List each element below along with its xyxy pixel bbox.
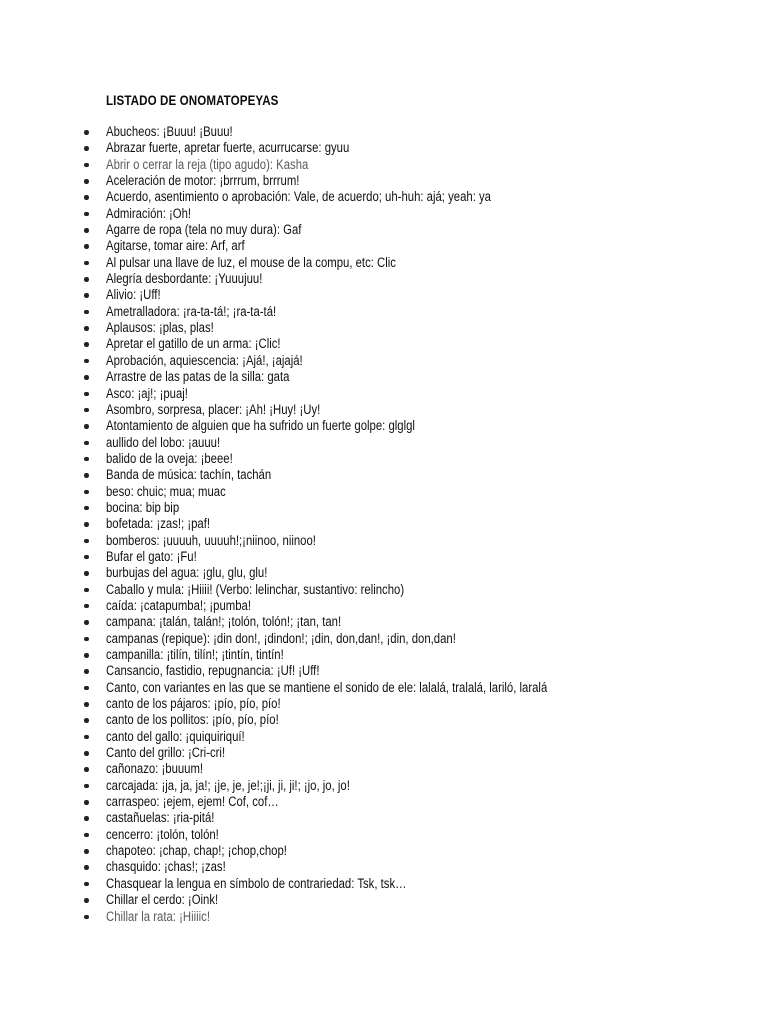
bullet-icon [84, 555, 89, 560]
bullet-icon [84, 571, 89, 576]
bullet-icon [84, 898, 89, 903]
list-item-text: Abrazar fuerte, apretar fuerte, acurrucarse: gyuu [106, 140, 350, 156]
bullet-icon [84, 653, 89, 658]
bullet-icon [84, 849, 89, 854]
bullet-icon [84, 735, 89, 740]
bullet-icon [84, 686, 89, 691]
list-item-text: canto del gallo: ¡quiquiriquí! [106, 728, 245, 744]
bullet-icon [84, 375, 89, 380]
list-item-text: campana: ¡talán, talán!; ¡tolón, tolón!; ¡tan, tan! [106, 614, 342, 630]
bullet-icon [84, 392, 89, 397]
list-item-text: bomberos: ¡uuuuh, uuuuh!;¡niinoo, niinoo! [106, 532, 316, 548]
list-item-text: chapoteo: ¡chap, chap!; ¡chop,chop! [106, 843, 287, 859]
bullet-icon [84, 473, 89, 478]
bullet-icon [84, 800, 89, 805]
list-item-text: Agarre de ropa (tela no muy dura): Gaf [106, 222, 302, 238]
list-item-text: Atontamiento de alguien que ha sufrido un fuerte golpe: glglgl [106, 418, 415, 434]
bullet-icon [84, 163, 89, 168]
list-item-text: caída: ¡catapumba!; ¡pumba! [106, 597, 251, 613]
bullet-icon [84, 718, 89, 723]
list-item-text: canto de los pájaros: ¡pío, pío, pío! [106, 696, 281, 712]
bullet-icon [84, 179, 89, 184]
list-item-text: Al pulsar una llave de luz, el mouse de la compu, etc: Clic [106, 254, 396, 270]
bullet-icon [84, 424, 89, 429]
bullet-icon [84, 767, 89, 772]
bullet-icon [84, 146, 89, 151]
bullet-icon [84, 293, 89, 298]
list-item-text: Apretar el gatillo de un arma: ¡Clic! [106, 336, 281, 352]
list-item-text: beso: chuic; mua; muac [106, 483, 226, 499]
list-item-text: Banda de música: tachín, tachán [106, 467, 272, 483]
list-item-text: Asombro, sorpresa, placer: ¡Ah! ¡Huy! ¡Uy! [106, 401, 321, 417]
bullet-icon [84, 816, 89, 821]
bullet-icon [84, 195, 89, 200]
bullet-icon [84, 130, 89, 135]
list-item-text: Canto del grillo: ¡Cri-cri! [106, 745, 226, 761]
list-item-text: Asco: ¡aj!; ¡puaj! [106, 385, 188, 401]
bullet-icon [84, 751, 89, 756]
bullet-icon [84, 244, 89, 249]
bullet-icon [84, 326, 89, 331]
bullet-icon [84, 359, 89, 364]
list-item-text: cencerro: ¡tolón, tolón! [106, 826, 219, 842]
bullet-icon [84, 882, 89, 887]
list-item-text: cañonazo: ¡buuum! [106, 761, 204, 777]
list-item-text: Cansancio, fastidio, repugnancia: ¡Uf! ¡Uff! [106, 663, 320, 679]
bullet-icon [84, 277, 89, 282]
bullet-icon [84, 310, 89, 315]
list-item-text: bofetada: ¡zas!; ¡paf! [106, 516, 211, 532]
list-item-text: aullido del lobo: ¡auuu! [106, 434, 221, 450]
bullet-icon [84, 228, 89, 233]
bullet-icon [84, 539, 89, 544]
list-item-text: Agitarse, tomar aire: Arf, arf [106, 238, 245, 254]
list-item-text: canto de los pollitos: ¡pío, pío, pío! [106, 712, 279, 728]
list-item-text: carcajada: ¡ja, ja, ja!; ¡je, je, je!;¡ji, ji, ji!; ¡jo, jo, jo! [106, 777, 350, 793]
list-item-text: Aprobación, aquiescencia: ¡Ajá!, ¡ajajá! [106, 352, 303, 368]
list-item-text: castañuelas: ¡ria-pitá! [106, 810, 215, 826]
list-item-text: Aplausos: ¡plas, plas! [106, 320, 214, 336]
page-title: LISTADO DE ONOMATOPEYAS [106, 93, 279, 108]
bullet-icon [84, 620, 89, 625]
list-item-text: Admiración: ¡Oh! [106, 205, 192, 221]
list-item-text: Canto, con variantes en las que se mantiene el sonido de ele: lalalá, tralalá, lariló, laralá [106, 679, 548, 695]
bullet-icon [84, 865, 89, 870]
bullet-icon [84, 702, 89, 707]
list-item-text: Chillar el cerdo: ¡Oink! [106, 892, 219, 908]
list-item-text: Abrir o cerrar la reja (tipo agudo): Kasha [106, 156, 309, 172]
bullet-icon [84, 915, 89, 920]
list-item-text: carraspeo: ¡ejem, ejem! Cof, cof… [106, 794, 279, 810]
list-item-text: chasquido: ¡chas!; ¡zas! [106, 859, 226, 875]
bullet-icon [84, 261, 89, 266]
list-item-text: Alivio: ¡Uff! [106, 287, 161, 303]
bullet-icon [84, 604, 89, 609]
bullet-icon [84, 342, 89, 347]
list-item-text: Alegría desbordante: ¡Yuuujuu! [106, 271, 263, 287]
bullet-icon [84, 408, 89, 413]
list-item-text: campanas (repique): ¡din don!, ¡dindon!; ¡din, don,dan!, ¡din, don,dan! [106, 630, 456, 646]
bullet-icon [84, 784, 89, 789]
bullet-icon [84, 506, 89, 511]
list-item-text: campanilla: ¡tilín, tilín!; ¡tintín, tintín! [106, 647, 284, 662]
bullet-icon [84, 637, 89, 642]
bullet-icon [84, 490, 89, 495]
bullet-icon [84, 212, 89, 217]
list-item-text: Ametralladora: ¡ra-ta-tá!; ¡ra-ta-tá! [106, 303, 277, 319]
list-item-text: Caballo y mula: ¡Hiiii! (Verbo: lelinchar, sustantivo: relincho) [106, 581, 405, 597]
bullet-icon [84, 457, 89, 462]
bullet-icon [84, 588, 89, 593]
list-item-text: burbujas del agua: ¡glu, glu, glu! [106, 565, 268, 581]
list-item-text: Acuerdo, asentimiento o aprobación: Vale, de acuerdo; uh-huh: ajá; yeah: ya [106, 189, 491, 205]
bullet-icon [84, 441, 89, 446]
bullet-icon [84, 669, 89, 674]
bullet-icon [84, 522, 89, 527]
list-item-text: balido de la oveja: ¡beee! [106, 450, 233, 466]
list-item-text: Arrastre de las patas de la silla: gata [106, 369, 290, 385]
list-item-text: Bufar el gato: ¡Fu! [106, 548, 197, 564]
list-item-text: Aceleración de motor: ¡brrrum, brrrum! [106, 173, 300, 189]
bullet-icon [84, 833, 89, 838]
list-item-text: Abucheos: ¡Buuu! ¡Buuu! [106, 124, 233, 139]
list-item-text: bocina: bip bip [106, 499, 180, 515]
list-item-text: Chasquear la lengua en símbolo de contrariedad: Tsk, tsk… [106, 875, 407, 891]
list-item-text: Chillar la rata: ¡Hiiiic! [106, 908, 210, 924]
